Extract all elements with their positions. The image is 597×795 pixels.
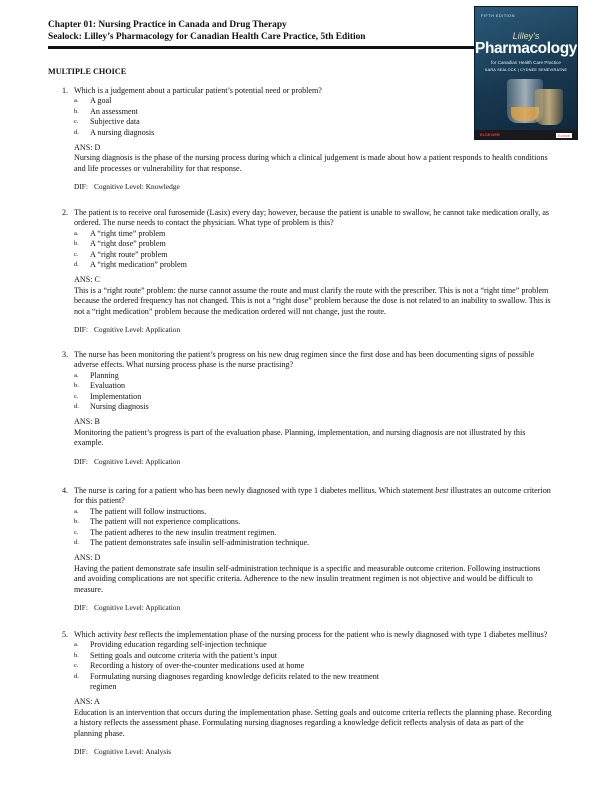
- option-b: b. A “right dose” problem: [74, 239, 166, 249]
- options-list: [74, 640, 552, 692]
- option-d: d. The patient demonstrates safe insulin self-administration technique.: [74, 538, 310, 548]
- question-5: [62, 630, 552, 757]
- cover-authors: KARA SEALOCK | CYDNEE SENEVIRATNE: [484, 68, 568, 72]
- evolve-badge: Evolve: [557, 133, 570, 138]
- question-stem: Which activity best reflects the implementation phase of the nursing process for the patient who is newly diagnosed with type 1 diabetes mellitus?: [74, 630, 548, 639]
- option-d: d. Formulating nursing diagnoses regarding knowledge deficits related to the new treatment regimen: [74, 671, 380, 692]
- rationale: This is a “right route” problem: the nurse cannot assume the route and must clarify the route with the prescriber. This is not a “right time” problem because the ordered frequency has not changed. This is not a “right dose” problem because the dose is not related to an inability to swallow. This is not a “right medication” problem because the medication ordered will not change, just the route.: [74, 285, 551, 316]
- option-b: b. An assessment: [74, 106, 138, 116]
- options-list: [74, 96, 552, 138]
- option-c: c. Implementation: [74, 391, 142, 401]
- option-d: d. A nursing diagnosis: [74, 127, 155, 137]
- rationale: Monitoring the patient’s progress is part of the evaluation phase. Planning, implementation, and nursing diagnosis are not illustrated by this example.: [74, 427, 526, 448]
- question-3: [62, 350, 552, 467]
- option-a: a. Planning: [74, 370, 119, 380]
- answer-key: ANS: C: [74, 275, 100, 285]
- book-title: Sealock: Lilley’s Pharmacology for Canadian Health Care Practice, 5th Edition: [48, 32, 366, 42]
- option-a: a. A “right time” problem: [74, 228, 166, 238]
- rationale: Nursing diagnosis is the phase of the nursing process during which a clinical judgement is made about how a patient responds to health conditions and life processes or vulnerability for that response.: [74, 153, 548, 173]
- difficulty-level: DIF: Cognitive Level: Knowledge: [74, 182, 180, 192]
- difficulty-level: DIF: Cognitive Level: Analysis: [74, 747, 172, 757]
- question-number: 5.: [62, 630, 69, 639]
- question-number: 3.: [62, 350, 69, 359]
- cover-title: Pharmacology: [475, 40, 578, 57]
- rationale: Having the patient demonstrate safe insulin self-administration technique is a specific and measurable outcome criterion. Following instructions and avoiding complications are not specific criteria. Adherence to the new insulin treatment regimen is not objective and would be difficult to measure.: [74, 563, 541, 594]
- option-c: c. Subjective data: [74, 117, 140, 127]
- option-d: d. A “right medication” problem: [74, 260, 187, 270]
- option-c: c. A “right route” problem: [74, 249, 168, 259]
- question-number: 2.: [62, 208, 69, 217]
- answer-key: ANS: D: [74, 553, 101, 563]
- option-a: a. A goal: [74, 96, 112, 106]
- question-number: 1.: [62, 86, 69, 95]
- difficulty-level: DIF: Cognitive Level: Application: [74, 603, 181, 613]
- question-stem: The nurse is caring for a patient who has been newly diagnosed with type 1 diabetes mellitus. Which statement best illustrates an outcome criterion for this patient?: [74, 486, 551, 506]
- difficulty-level: DIF: Cognitive Level: Application: [74, 456, 181, 466]
- difficulty-level: DIF: Cognitive Level: Application: [74, 325, 181, 335]
- option-d: d. Nursing diagnosis: [74, 402, 149, 412]
- options-list: [74, 229, 552, 271]
- question-1: [62, 86, 552, 193]
- question-stem: Which is a judgement about a particular patient’s potential need or problem?: [74, 86, 322, 95]
- option-c: c. Recording a history of over-the-counter medications used at home: [74, 661, 305, 671]
- option-a: a. The patient will follow instructions.: [74, 506, 207, 516]
- cover-title-small: Lilley's: [512, 31, 540, 41]
- question-stem: The patient is to receive oral furosemide (Lasix) every day; however, because the patient is unable to swallow, he cannot take medication orally, as ordered. The nurse needs to contact the physician. What type of problem is this?: [74, 208, 550, 228]
- section-title: MULTIPLE CHOICE: [48, 67, 127, 76]
- question-2: [62, 208, 552, 335]
- cover-edition: FIFTH EDITION: [481, 13, 515, 18]
- header-rule: [48, 46, 480, 49]
- cover-subtitle: for Canadian Health Care Practice: [491, 60, 561, 65]
- question-stem: The nurse has been monitoring the patient’s progress on his new drug regimen since the first dose and has been documenting signs of possible adverse effects. What nursing process phase is the nurse practising?: [74, 350, 535, 370]
- answer-key: ANS: B: [74, 417, 100, 427]
- options-list: [74, 371, 552, 413]
- chapter-header: [48, 19, 468, 43]
- question-4: [62, 486, 552, 613]
- question-number: 4.: [62, 486, 69, 495]
- option-a: a. Providing education regarding self-injection technique: [74, 640, 267, 650]
- options-list: [74, 507, 552, 549]
- option-c: c. The patient adheres to the new insulin treatment regimen.: [74, 527, 277, 537]
- option-b: b. Evaluation: [74, 381, 126, 391]
- answer-key: ANS: D: [74, 143, 101, 153]
- chapter-title: Chapter 01: Nursing Practice in Canada and Drug Therapy: [48, 20, 287, 30]
- answer-key: ANS: A: [74, 697, 100, 707]
- publisher-logo: ELSEVIER: [480, 132, 500, 137]
- option-b: b. Setting goals and outcome criteria with the patient’s input: [74, 650, 278, 660]
- rationale: Education is an intervention that occurs during the implementation phase. Setting goals and outcome criteria reflects the planning phase. Recording a history reflects the assessment phase. Formulating nursing diagnoses regarding a knowledge deficit reflects analysis of data as part of the planning phase.: [74, 707, 552, 738]
- option-b: b. The patient will not experience complications.: [74, 517, 241, 527]
